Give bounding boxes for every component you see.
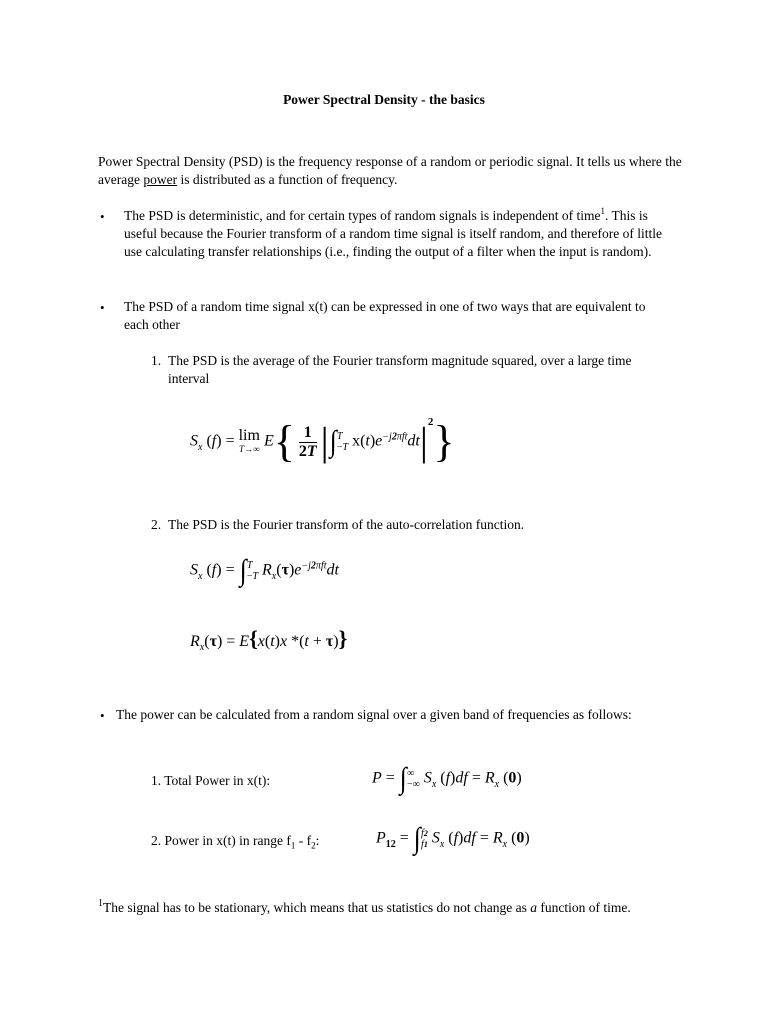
footnote-ref: 1 <box>600 205 606 216</box>
intro-power-word: power <box>143 172 178 187</box>
band-power-text-b: - f <box>295 833 312 848</box>
numbered-1-marker: 1. <box>151 353 162 368</box>
intro-paragraph <box>98 153 698 189</box>
limit-operator: lim T→∞ <box>238 426 260 454</box>
footnote <box>98 899 698 917</box>
page-title: Power Spectral Density - the basics <box>283 92 485 107</box>
footnote-text-b: function of time. <box>537 900 631 915</box>
numbered-1-text: The PSD is the average of the Fourier transform magnitude squared, over a large time interval <box>168 353 632 386</box>
band-power-sub-2: 2 <box>311 840 316 851</box>
band-power-text-a: 2. Power in x(t) in range f <box>151 833 291 848</box>
bullet-3-text: The power can be calculated from a random signal over a given band of frequencies as follows: <box>116 707 632 722</box>
bullet-marker-3: • <box>100 708 105 723</box>
bullet-2-text: The PSD of a random time signal x(t) can be expressed in one of two ways that are equivalent to each other <box>124 299 646 332</box>
equation-autocorrelation: $R_x(\tau) = E\{x(t)x$ *(t + τ)} <box>190 626 348 654</box>
bullet-1-line1: The PSD is deterministic, and for certain types of random signals is independent of time <box>124 208 601 223</box>
equation-psd-limit: $S_x$ (f) = lim T→∞ E{ $\frac{1}{2T}$ |∫T −T $x(t)e^{-j2\pi ft}dt|^2$} <box>190 416 455 466</box>
bullet-1-line1-end: . <box>605 208 609 223</box>
bullet-1-text <box>124 207 669 261</box>
equation-psd-autocorr: $S_x$ (f) = ∫T −T $R_x(\tau)e^{-j2\pi ft}dt$ <box>190 554 339 587</box>
footnote-text-a: The signal has to be stationary, which means that us statistics do not change as <box>103 900 531 915</box>
bullet-marker-1: • <box>100 209 105 224</box>
equation-band-power: $P_{12} = \int f2$ f1 $S_x$ $(f)df = R_x$ (0) <box>376 822 530 855</box>
intro-text-b: is distributed as a function of frequency. <box>177 172 398 187</box>
band-power-sub-1: 1 <box>290 840 296 851</box>
equation-total-power: P = ∫∞ −∞ $S_x$ $(f)df = R_x$ (0) <box>372 762 522 795</box>
intro-text-a: Power Spectral Density (PSD) is the frequency response of a random or periodic signal. It tells us where the average <box>98 154 682 187</box>
fraction-one-over-2t: $\frac{1}{2T}$ <box>298 423 317 460</box>
bullet-1-rest: This is useful because the Fourier transform of a random time signal is itself random, and therefore of little use calculating transfer relationships (i.e., finding the output of a filter when the input is random). <box>124 208 662 259</box>
band-power-label <box>151 832 319 850</box>
bullet-marker-2: • <box>100 300 105 315</box>
footnote-marker: 1 <box>98 897 103 909</box>
total-power-label: 1. Total Power in x(t): <box>151 773 271 788</box>
footnote-a-word: a <box>530 900 538 915</box>
numbered-2-marker: 2. <box>151 517 162 532</box>
band-power-text-c: : <box>315 833 320 848</box>
numbered-2-text: The PSD is the Fourier transform of the auto-correlation function. <box>168 517 525 532</box>
